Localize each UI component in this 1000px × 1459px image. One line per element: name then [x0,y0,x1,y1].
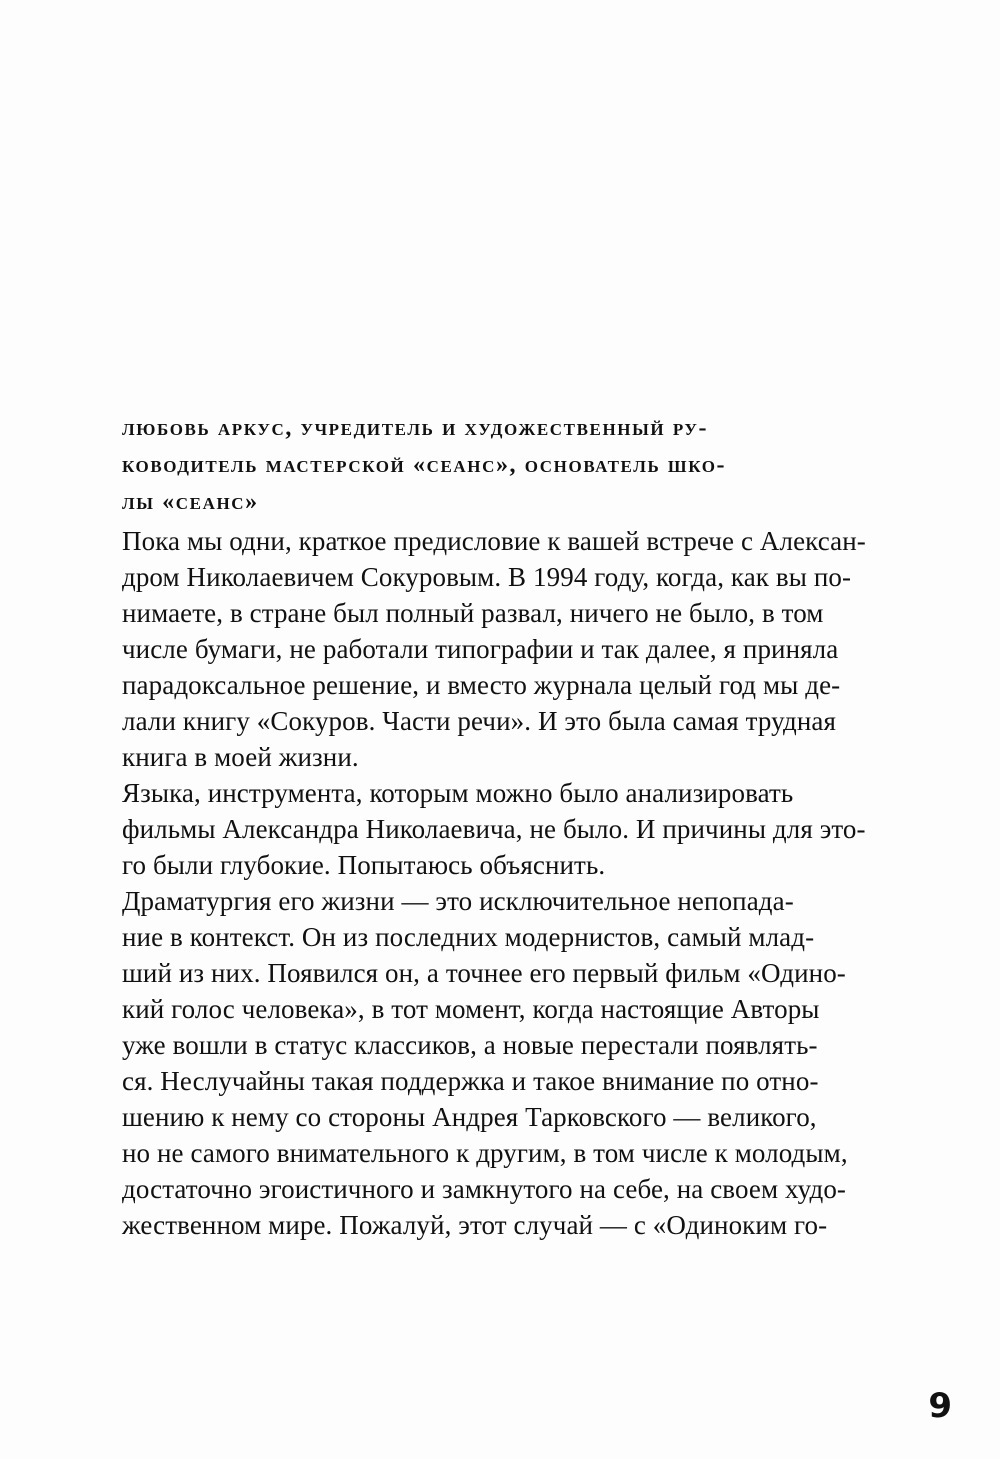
text-line: ший из них. Появился он, а точнее его первый фильм «Одино- [122,958,846,988]
text-line: достаточно эгоистичного и замкнутого на себе, на своем худо- [122,1174,847,1204]
paragraph [122,775,952,883]
text-block [122,410,952,1243]
text-line: го были глубокие. Попытаюсь объяснить. [122,850,606,880]
text-line: нимаете, в стране был полный развал, ничего не было, в том [122,598,824,628]
text-line: Пока мы одни, краткое предисловие к вашей встрече с Алексан- [122,526,866,556]
text-line: ние в контекст. Он из последних модернистов, самый млад- [122,922,815,952]
text-line: жественном мире. Пожалуй, этот случай — с «Одиноким го- [122,1210,828,1240]
text-line: уже вошли в статус классиков, а новые перестали появлять- [122,1030,818,1060]
speaker-heading [122,410,952,521]
heading-line: любовь аркус, учредитель и художественный ру- [122,415,709,441]
text-line: ся. Неслучайны такая поддержка и такое внимание по отно- [122,1066,819,1096]
text-line: Драматургия его жизни — это исключительное непопада- [122,886,794,916]
page-number: 9 [928,1386,952,1426]
text-line: шению к нему со стороны Андрея Тарковского — великого, [122,1102,817,1132]
text-line: но не самого внимательного к другим, в том числе к молодым, [122,1138,848,1168]
text-line: парадоксальное решение, и вместо журнала целый год мы де- [122,670,841,700]
paragraph [122,883,952,1243]
text-line: кий голос человека», в тот момент, когда настоящие Авторы [122,994,820,1024]
paragraph [122,523,952,775]
text-line: дром Николаевичем Сокуровым. В 1994 году, когда, как вы по- [122,562,852,592]
text-line: фильмы Александра Николаевича, не было. И причины для это- [122,814,866,844]
text-line: лали книгу «Сокуров. Части речи». И это была самая трудная [122,706,836,736]
text-line: числе бумаги, не работали типографии и так далее, я приняла [122,634,839,664]
heading-line: лы «сеанс» [122,489,259,515]
heading-line: ководитель мастерской «сеанс», основатель шко- [122,452,727,478]
text-line: книга в моей жизни. [122,742,359,772]
text-line: Языка, инструмента, которым можно было анализировать [122,778,794,808]
